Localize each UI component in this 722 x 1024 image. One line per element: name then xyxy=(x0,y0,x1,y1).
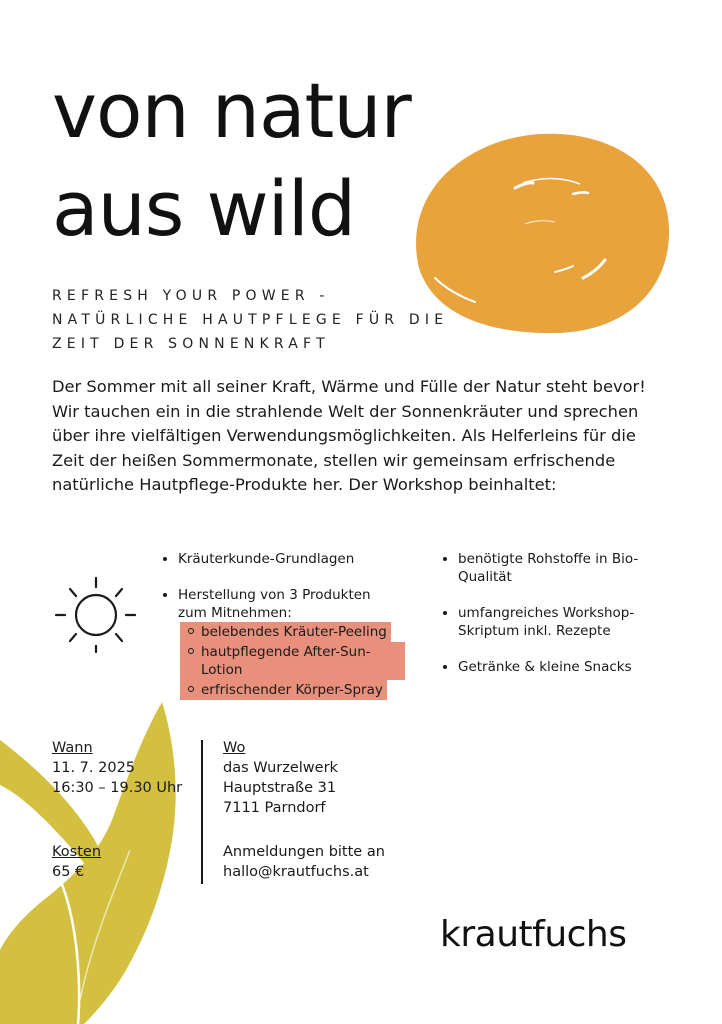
cost-value: 65 € xyxy=(52,864,85,880)
subtitle-line-3: ZEIT DER SONNENKRAFT xyxy=(52,336,330,352)
sublist-item: belebendes Kräuter-Peeling xyxy=(180,622,391,642)
where-label: Wo xyxy=(223,740,246,756)
workshop-list-left xyxy=(178,550,428,700)
when-block xyxy=(52,738,182,798)
event-time: 16:30 – 19.30 Uhr xyxy=(52,780,183,796)
sublist-item: hautpflegende After-Sun-Lotion xyxy=(180,642,405,680)
list-item: umfangreiches Workshop-Skriptum inkl. Rezepte xyxy=(458,604,668,640)
registration-email[interactable]: hallo@krautfuchs.at xyxy=(223,864,369,880)
where-block xyxy=(223,738,338,818)
workshop-list-right xyxy=(458,550,678,694)
intro-text: Der Sommer mit all seiner Kraft, Wärme und Fülle der Natur steht bevor! Wir tauchen ein in die strahlende Welt der Sonnenkräuter und sprechen über ihre vielfältigen Verwendungsmöglichkeiten. Als Helferleins für die Zeit der heißen Sommermonate, stellen wir gemeinsam erfrischende natürliche Hautpflege-Produkte her. Der Workshop beinhaltet: xyxy=(52,377,646,494)
cost-block xyxy=(52,842,101,882)
venue-name: das Wurzelwerk xyxy=(223,760,338,776)
venue-city: 7111 Parndorf xyxy=(223,800,326,816)
when-label: Wann xyxy=(52,740,93,756)
title-line-1: von natur xyxy=(52,66,411,155)
list-item-text: Herstellung von 3 Produkten zum Mitnehmen: xyxy=(178,587,371,621)
subtitle xyxy=(52,284,448,356)
list-item xyxy=(178,586,428,700)
divider xyxy=(201,740,203,884)
event-date: 11. 7. 2025 xyxy=(52,760,136,776)
sublist-item: erfrischender Körper-Spray xyxy=(180,680,387,700)
sun-icon xyxy=(50,570,142,662)
page-title xyxy=(52,62,411,258)
product-sublist xyxy=(180,622,430,700)
list-item: Getränke & kleine Snacks xyxy=(458,658,678,676)
list-item: benötigte Rohstoffe in Bio-Qualität xyxy=(458,550,668,586)
subtitle-line-1: REFRESH YOUR POWER - xyxy=(52,288,330,304)
logo-text: krautfuchs xyxy=(440,914,627,955)
cost-label: Kosten xyxy=(52,844,102,860)
list-item xyxy=(178,550,428,568)
title-line-2: aus wild xyxy=(52,164,356,253)
subtitle-line-2: NATÜRLICHE HAUTPFLEGE FÜR DIE xyxy=(52,312,449,328)
krautfuchs-logo xyxy=(440,900,670,960)
registration-text: Anmeldungen bitte an xyxy=(223,844,385,860)
registration-block xyxy=(223,842,385,882)
venue-street: Hauptstraße 31 xyxy=(223,780,337,796)
list-item-text: Kräuterkunde-Grundlagen xyxy=(178,551,355,567)
